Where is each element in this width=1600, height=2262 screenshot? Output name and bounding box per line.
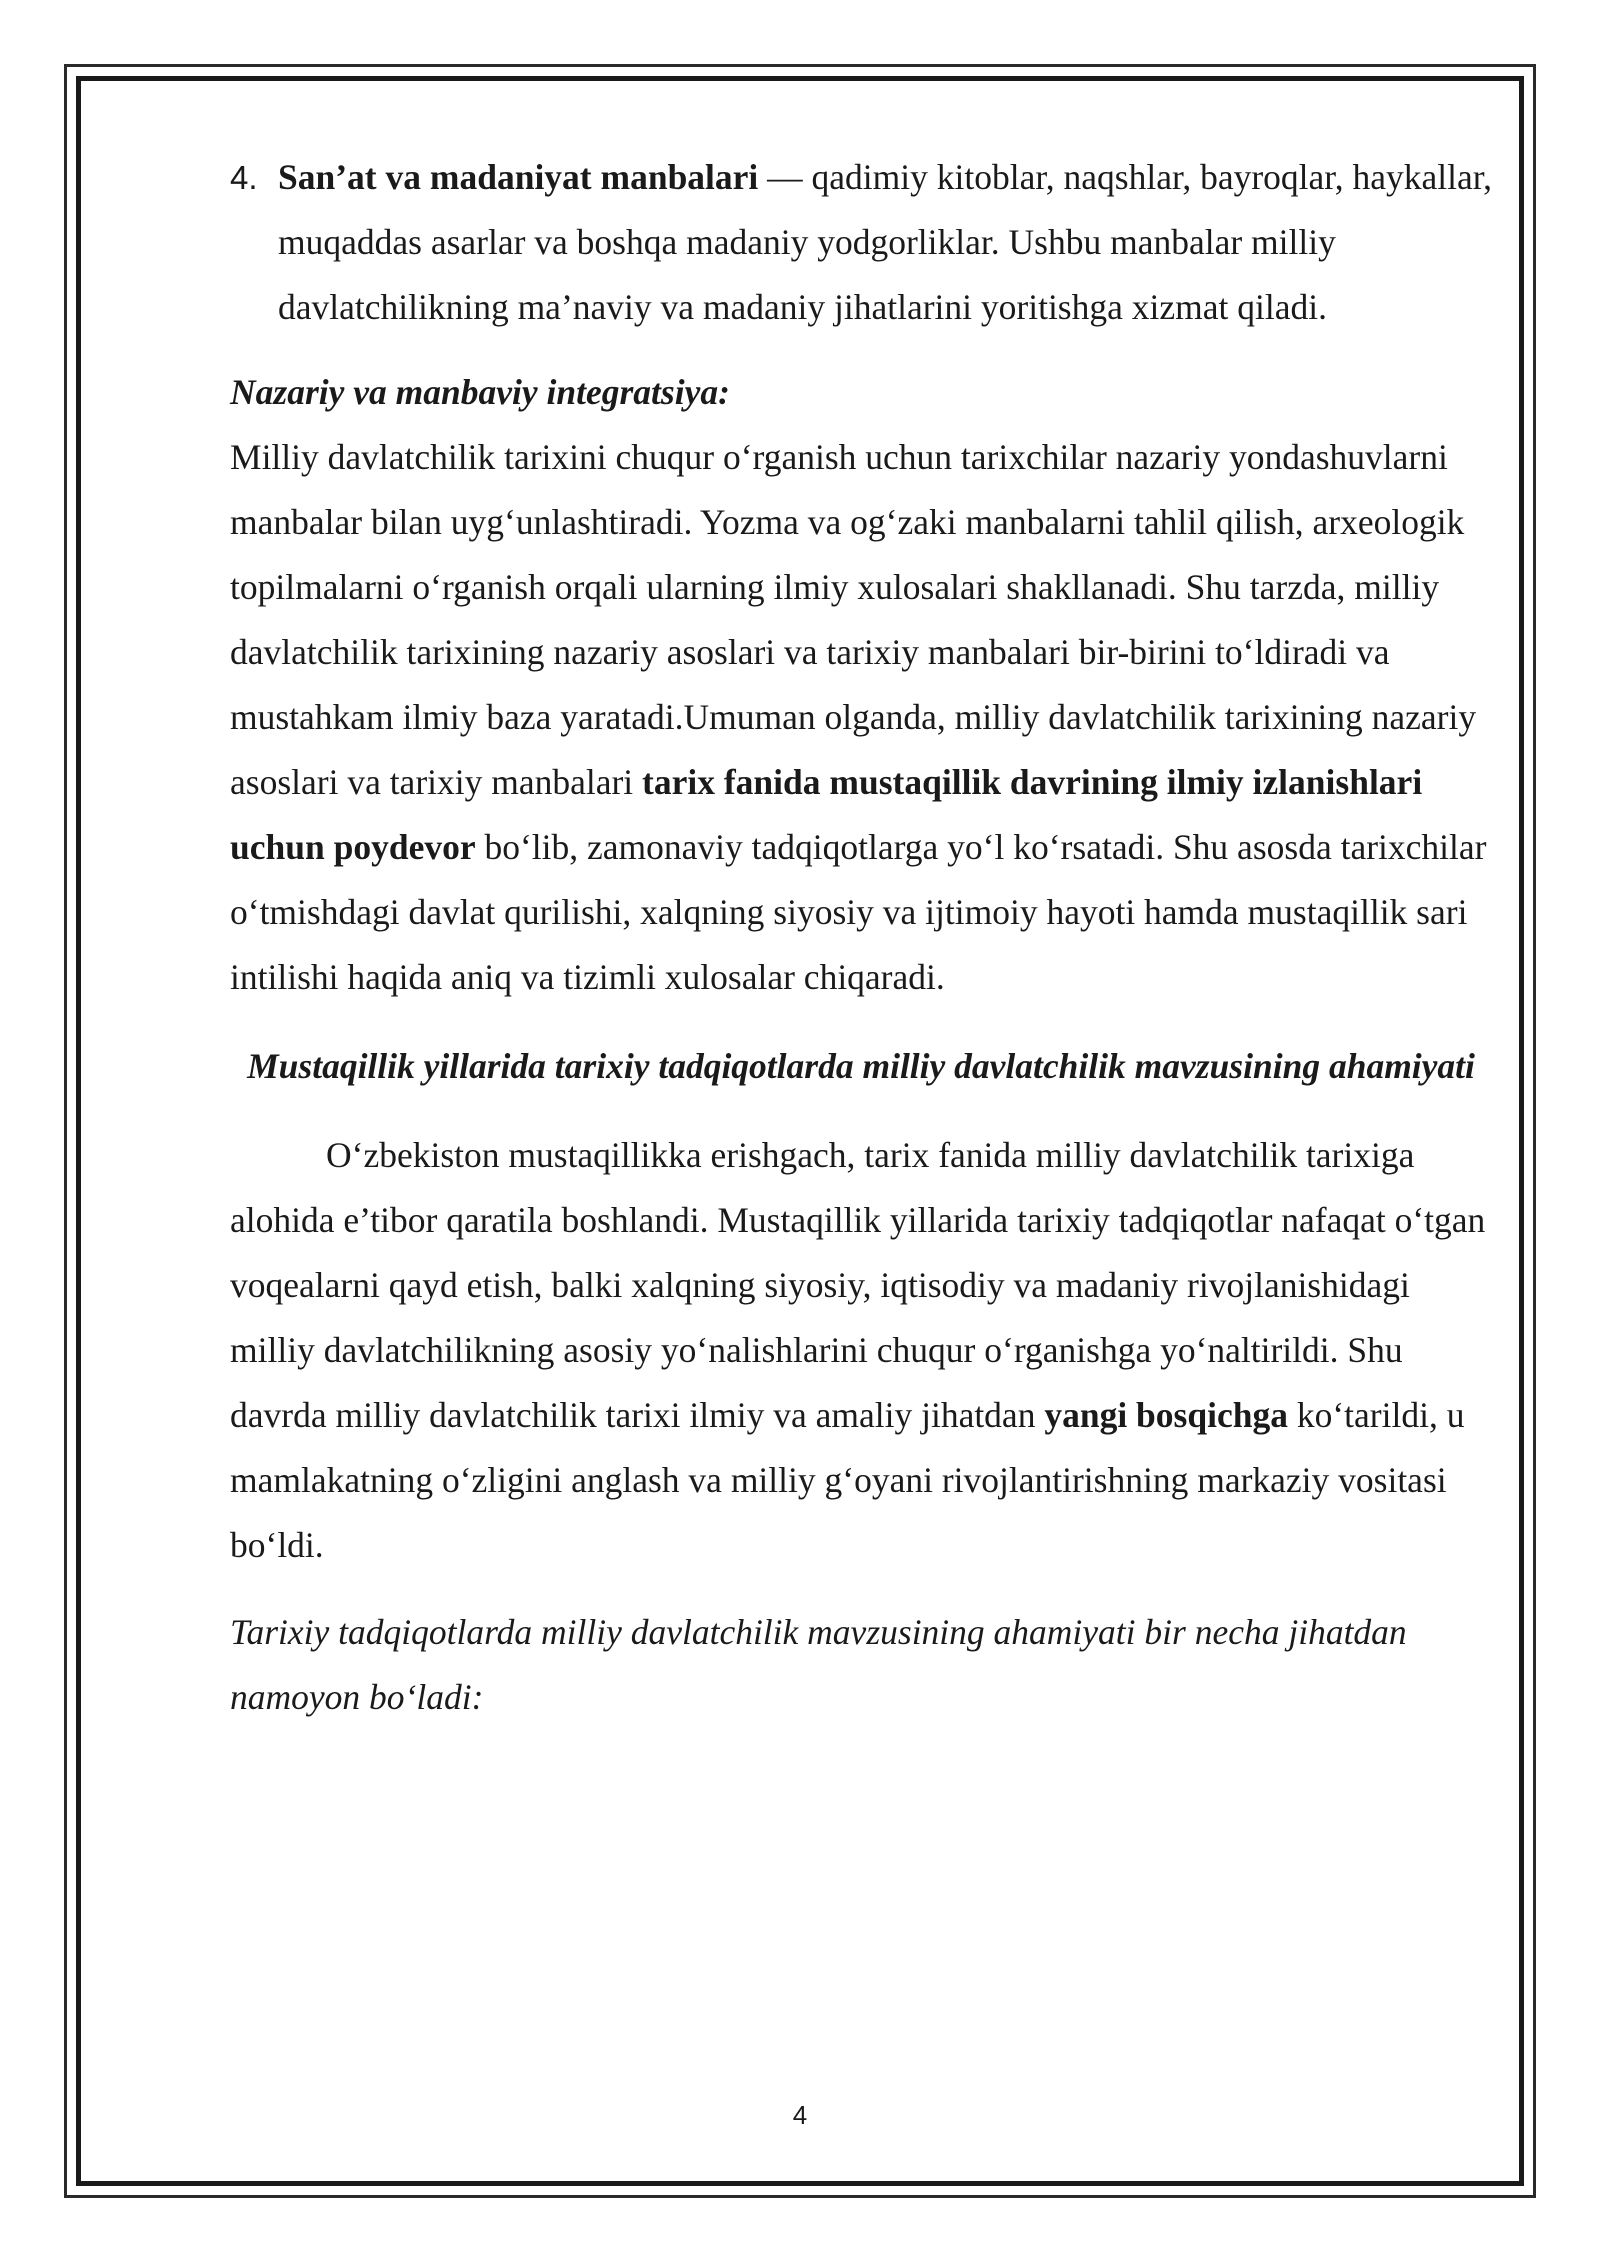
list-item-title: San’at va madaniyat manbalari: [278, 157, 759, 197]
list-item-4: [230, 145, 1492, 340]
section-heading-integration: Nazariy va manbaviy integratsiya:: [230, 372, 730, 412]
document-body: [230, 145, 1492, 1730]
paragraph-significance-intro: Tarixiy tadqiqotlarda milliy davlatchilik mavzusining ahamiyati bir necha jihatdan namoyon bo‘ladi:: [230, 1612, 1407, 1717]
paragraph-independence-bold: yangi bosqichga: [1044, 1395, 1288, 1435]
paragraph-integration-text-b: bo‘lib, zamonaviy tadqiqotlarga yo‘l ko‘rsatadi. Shu asosda tarixchilar o‘tmishdagi davlat qurilishi, xalqning siyosiy va ijtimoiy hayoti hamda mustaqillik sari intilishi haqida aniq va tizimli xulosalar chiqaradi.: [230, 827, 1487, 997]
paragraph-independence-text-a: O‘zbekiston mustaqillikka erishgach, tarix fanida milliy davlatchilik tarixiga alohida e’tibor qaratila boshlandi. Mustaqillik yillarida tarixiy tadqiqotlar nafaqat o‘tgan voqealarni qayd etish, balki xalqning siyosiy, iqtisodiy va madaniy rivojlanishidagi milliy davlatchilikning asosiy yo‘nalishlarini chuqur o‘rganishga yo‘naltirildi. Shu davrda milliy davlatchilik tarixi ilmiy va amaliy jihatdan: [230, 1135, 1486, 1435]
paragraph-integration: [230, 425, 1492, 1010]
paragraph-independence-text-b: ko‘tarildi, u mamlakatning o‘zligini anglash va milliy g‘oyani rivojlantirishning markaziy vositasi bo‘ldi.: [230, 1395, 1465, 1565]
paragraph-integration-text-a: Milliy davlatchilik tarixini chuqur o‘rganish uchun tarixchilar nazariy yondashuvlarni manbalar bilan uyg‘unlashtiradi. Yozma va og‘zaki manbalarni tahlil qilish, arxeologik topilmalarni o‘rganish orqali ularning ilmiy xulosalari shakllanadi. Shu tarzda, milliy davlatchilik tarixining nazariy asoslari va tarixiy manbalari bir-birini to‘ldiradi va mustahkam ilmiy baza yaratadi.Umuman olganda, milliy davlatchilik tarixining nazariy asoslari va tarixiy manbalari: [230, 437, 1477, 802]
paragraph-independence: [230, 1123, 1492, 1578]
section-heading-independence: Mustaqillik yillarida tarixiy tadqiqotlarda milliy davlatchilik mavzusining ahamiyati: [247, 1046, 1475, 1086]
paragraph-integration-bold: tarix fanida mustaqillik davrining ilmiy izlanishlari uchun poydevor: [230, 762, 1423, 867]
list-item-number: 4.: [230, 159, 258, 196]
page-number: 4: [792, 2100, 808, 2130]
list-item-text: — qadimiy kitoblar, naqshlar, bayroqlar, haykallar, muqaddas asarlar va boshqa madaniy yodgorliklar. Ushbu manbalar milliy davlatchilikning ma’naviy va madaniy jihatlarini yoritishga xizmat qiladi.: [278, 157, 1492, 327]
